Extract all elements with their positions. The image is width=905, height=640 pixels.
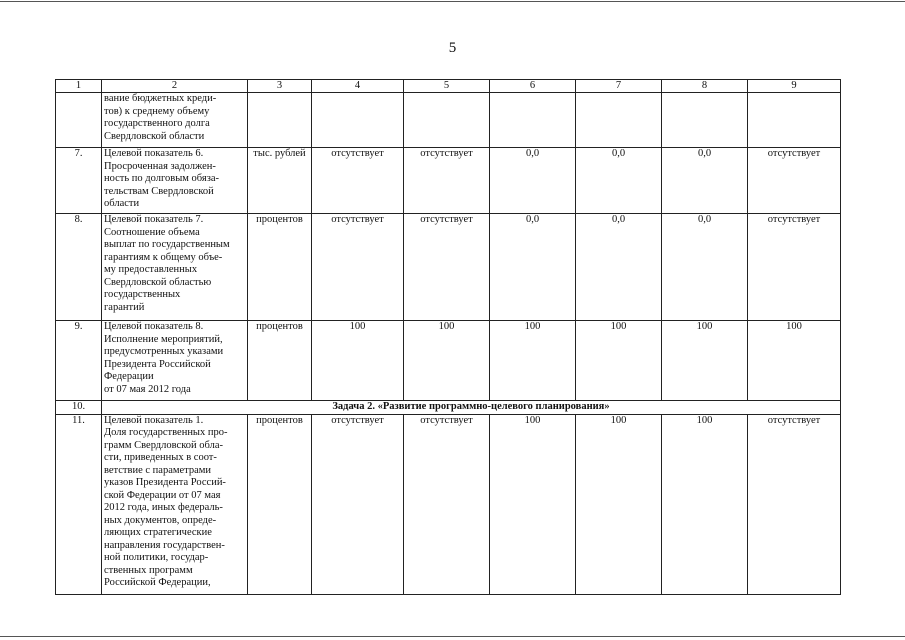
desc-line: указов Президента Россий- (104, 477, 226, 488)
row-description (102, 321, 248, 401)
desc-line: Просроченная задолжен- (104, 160, 216, 172)
desc-line: ность по долговым обяза- (104, 173, 220, 184)
page-number: 5 (448, 40, 457, 56)
value-cell: отсутствует (312, 414, 404, 594)
desc-line: 2012 года, иных федераль- (104, 502, 223, 513)
value-cell (662, 93, 748, 148)
desc-line: вание бюджетных креди- (104, 93, 217, 104)
value-cell: 100 (662, 321, 748, 401)
desc-line: Свердловской областью (104, 276, 212, 288)
row-unit: тыс. рублей (248, 148, 312, 214)
row-number: 10. (56, 401, 102, 415)
desc-line: ской Федерации от 07 мая (104, 489, 221, 501)
value-cell: 0,0 (662, 214, 748, 321)
value-cell: 0,0 (490, 214, 576, 321)
row-unit: процентов (248, 321, 312, 401)
header-cell-8: 8 (662, 80, 748, 93)
value-cell: отсутствует (404, 414, 490, 594)
value-cell: 0,0 (662, 148, 748, 214)
desc-line: тов) к среднему объему (104, 105, 210, 117)
table-row (56, 321, 841, 401)
value-cell: 100 (576, 321, 662, 401)
task-row (56, 401, 841, 415)
desc-line: выплат по государственным (104, 239, 230, 250)
row-unit (248, 93, 312, 148)
value-cell: 100 (312, 321, 404, 401)
row-number (56, 93, 102, 148)
desc-line: Целевой показатель 6. (104, 148, 204, 159)
value-cell: отсутствует (748, 414, 841, 594)
value-cell (312, 93, 404, 148)
desc-line: грамм Свердловской обла- (104, 439, 223, 451)
value-cell: 100 (490, 321, 576, 401)
table-body (56, 80, 841, 595)
desc-line: гарантиям к общему объе- (104, 251, 223, 263)
desc-line: ной политики, государ- (104, 552, 209, 563)
desc-line: государственных (104, 289, 181, 300)
row-number: 8. (56, 214, 102, 321)
desc-line: ственных программ (104, 564, 193, 576)
value-cell: отсутствует (404, 148, 490, 214)
header-cell-5: 5 (404, 80, 490, 93)
table-row (56, 148, 841, 214)
desc-line: ветствие с параметрами (104, 464, 212, 476)
value-cell (748, 93, 841, 148)
value-cell: 100 (490, 414, 576, 594)
desc-line: направления государствен- (104, 539, 225, 551)
header-cell-3: 3 (248, 80, 312, 93)
desc-line: Целевой показатель 1. (104, 414, 204, 426)
row-number: 11. (56, 414, 102, 594)
header-cell-6: 6 (490, 80, 576, 93)
desc-line: му предоставленных (104, 264, 198, 275)
header-cell-2: 2 (102, 80, 248, 93)
table-row (56, 414, 841, 594)
value-cell: 100 (662, 414, 748, 594)
header-cell-1: 1 (56, 80, 102, 93)
value-cell: 100 (576, 414, 662, 594)
value-cell: 0,0 (576, 148, 662, 214)
desc-line: от 07 мая 2012 года (104, 383, 191, 395)
desc-line: области (104, 198, 140, 209)
desc-line: гарантий (104, 301, 145, 313)
header-cell-9: 9 (748, 80, 841, 93)
indicators-table (55, 79, 841, 595)
header-row (56, 80, 841, 93)
row-description (102, 414, 248, 594)
desc-line: ных документов, опреде- (104, 514, 217, 526)
value-cell: отсутствует (404, 214, 490, 321)
value-cell: отсутствует (748, 214, 841, 321)
desc-line: предусмотренных указами (104, 346, 224, 357)
header-cell-4: 4 (312, 80, 404, 93)
desc-line: Президента Российской (104, 358, 211, 370)
row-unit: процентов (248, 414, 312, 594)
value-cell (576, 93, 662, 148)
desc-line: Федерации (104, 371, 154, 382)
row-number: 7. (56, 148, 102, 214)
desc-line: Доля государственных про- (104, 427, 228, 438)
value-cell: отсутствует (312, 214, 404, 321)
bottom-edge-line (0, 636, 905, 637)
value-cell: 0,0 (576, 214, 662, 321)
row-description (102, 214, 248, 321)
value-cell (490, 93, 576, 148)
desc-line: Российской Федерации, (104, 577, 211, 588)
desc-line: Исполнение мероприятий, (104, 333, 223, 345)
row-description (102, 93, 248, 148)
value-cell: отсутствует (312, 148, 404, 214)
value-cell: 100 (748, 321, 841, 401)
table-row (56, 214, 841, 321)
row-unit: процентов (248, 214, 312, 321)
row-description (102, 148, 248, 214)
desc-line: Целевой показатель 8. (104, 321, 204, 332)
value-cell (404, 93, 490, 148)
value-cell: отсутствует (748, 148, 841, 214)
desc-line: Целевой показатель 7. (104, 214, 204, 225)
row-number: 9. (56, 321, 102, 401)
task-heading: Задача 2. «Развитие программно-целевого планирования» (102, 401, 841, 415)
desc-line: ляющих стратегические (104, 527, 212, 538)
desc-line: государственного долга (104, 118, 210, 129)
top-edge-line (0, 1, 905, 2)
desc-line: тельствам Свердловской (104, 185, 214, 197)
value-cell: 100 (404, 321, 490, 401)
value-cell: 0,0 (490, 148, 576, 214)
desc-line: сти, приведенных в соот- (104, 452, 217, 463)
header-cell-7: 7 (576, 80, 662, 93)
desc-line: Свердловской области (104, 130, 205, 142)
desc-line: Соотношение объема (104, 226, 200, 238)
table-row (56, 93, 841, 148)
